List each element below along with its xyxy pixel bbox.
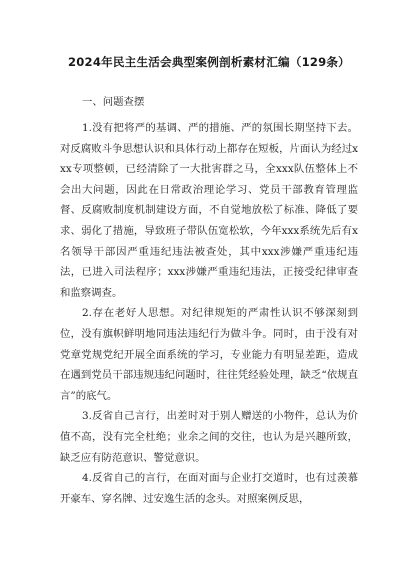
paragraph-2: 2.存在老好人思想。对纪律规矩的严肃性认识不够深刻到位，没有旗帜鲜明地同违法违纪行为做斗争。同时，由于没有对党章党规党纪开展全面系统的学习，专业能力有明显差距，造成在遇到党员干部违规违纪问题时，往往凭经验处理，缺乏“依规直言”的底气。 bbox=[60, 307, 358, 402]
paragraph-3: 3.反省自己言行，出差时对于别人赠送的小物件，总认为价值不高，没有完全杜绝；业余之间的交往，也认为是兴趣所致，缺乏应有防范意识、警觉意识。 bbox=[60, 410, 358, 464]
section-heading: 一、问题查摆 bbox=[82, 96, 145, 108]
document-title: 2024年民主生活会典型案例剖析素材汇编（129条） bbox=[68, 55, 350, 69]
paragraph-1: 1.没有把将严的基调、严的措施、严的氛围长期坚持下去。对反腐败斗争思想认识和具体行动上都存在短板，片面认为经过xxx专项整顿，已经清除了一大批害群之马，全xxx队伍整体上不会出大问题，因此在日常政治理论学习、党员干部教育管理监督、反腐败制度机制建设方面，不自觉地放松了标准、降低了要求、弱化了措施，导致班子带队伍宽松软，今年xxx系统先后有x名领导干部因严重违纪违法被查处，其中xxx涉嫌严重违纪违法，已进入司法程序；xxx涉嫌严重违纪违法，正接受纪律审查和监察调查。 bbox=[60, 122, 358, 299]
paragraph-4: 4.反省自己的言行，在面对面与企业打交道时，也有过羡慕开豪车、穿名牌、过安逸生活的念头。对照案例反思， bbox=[60, 472, 358, 505]
